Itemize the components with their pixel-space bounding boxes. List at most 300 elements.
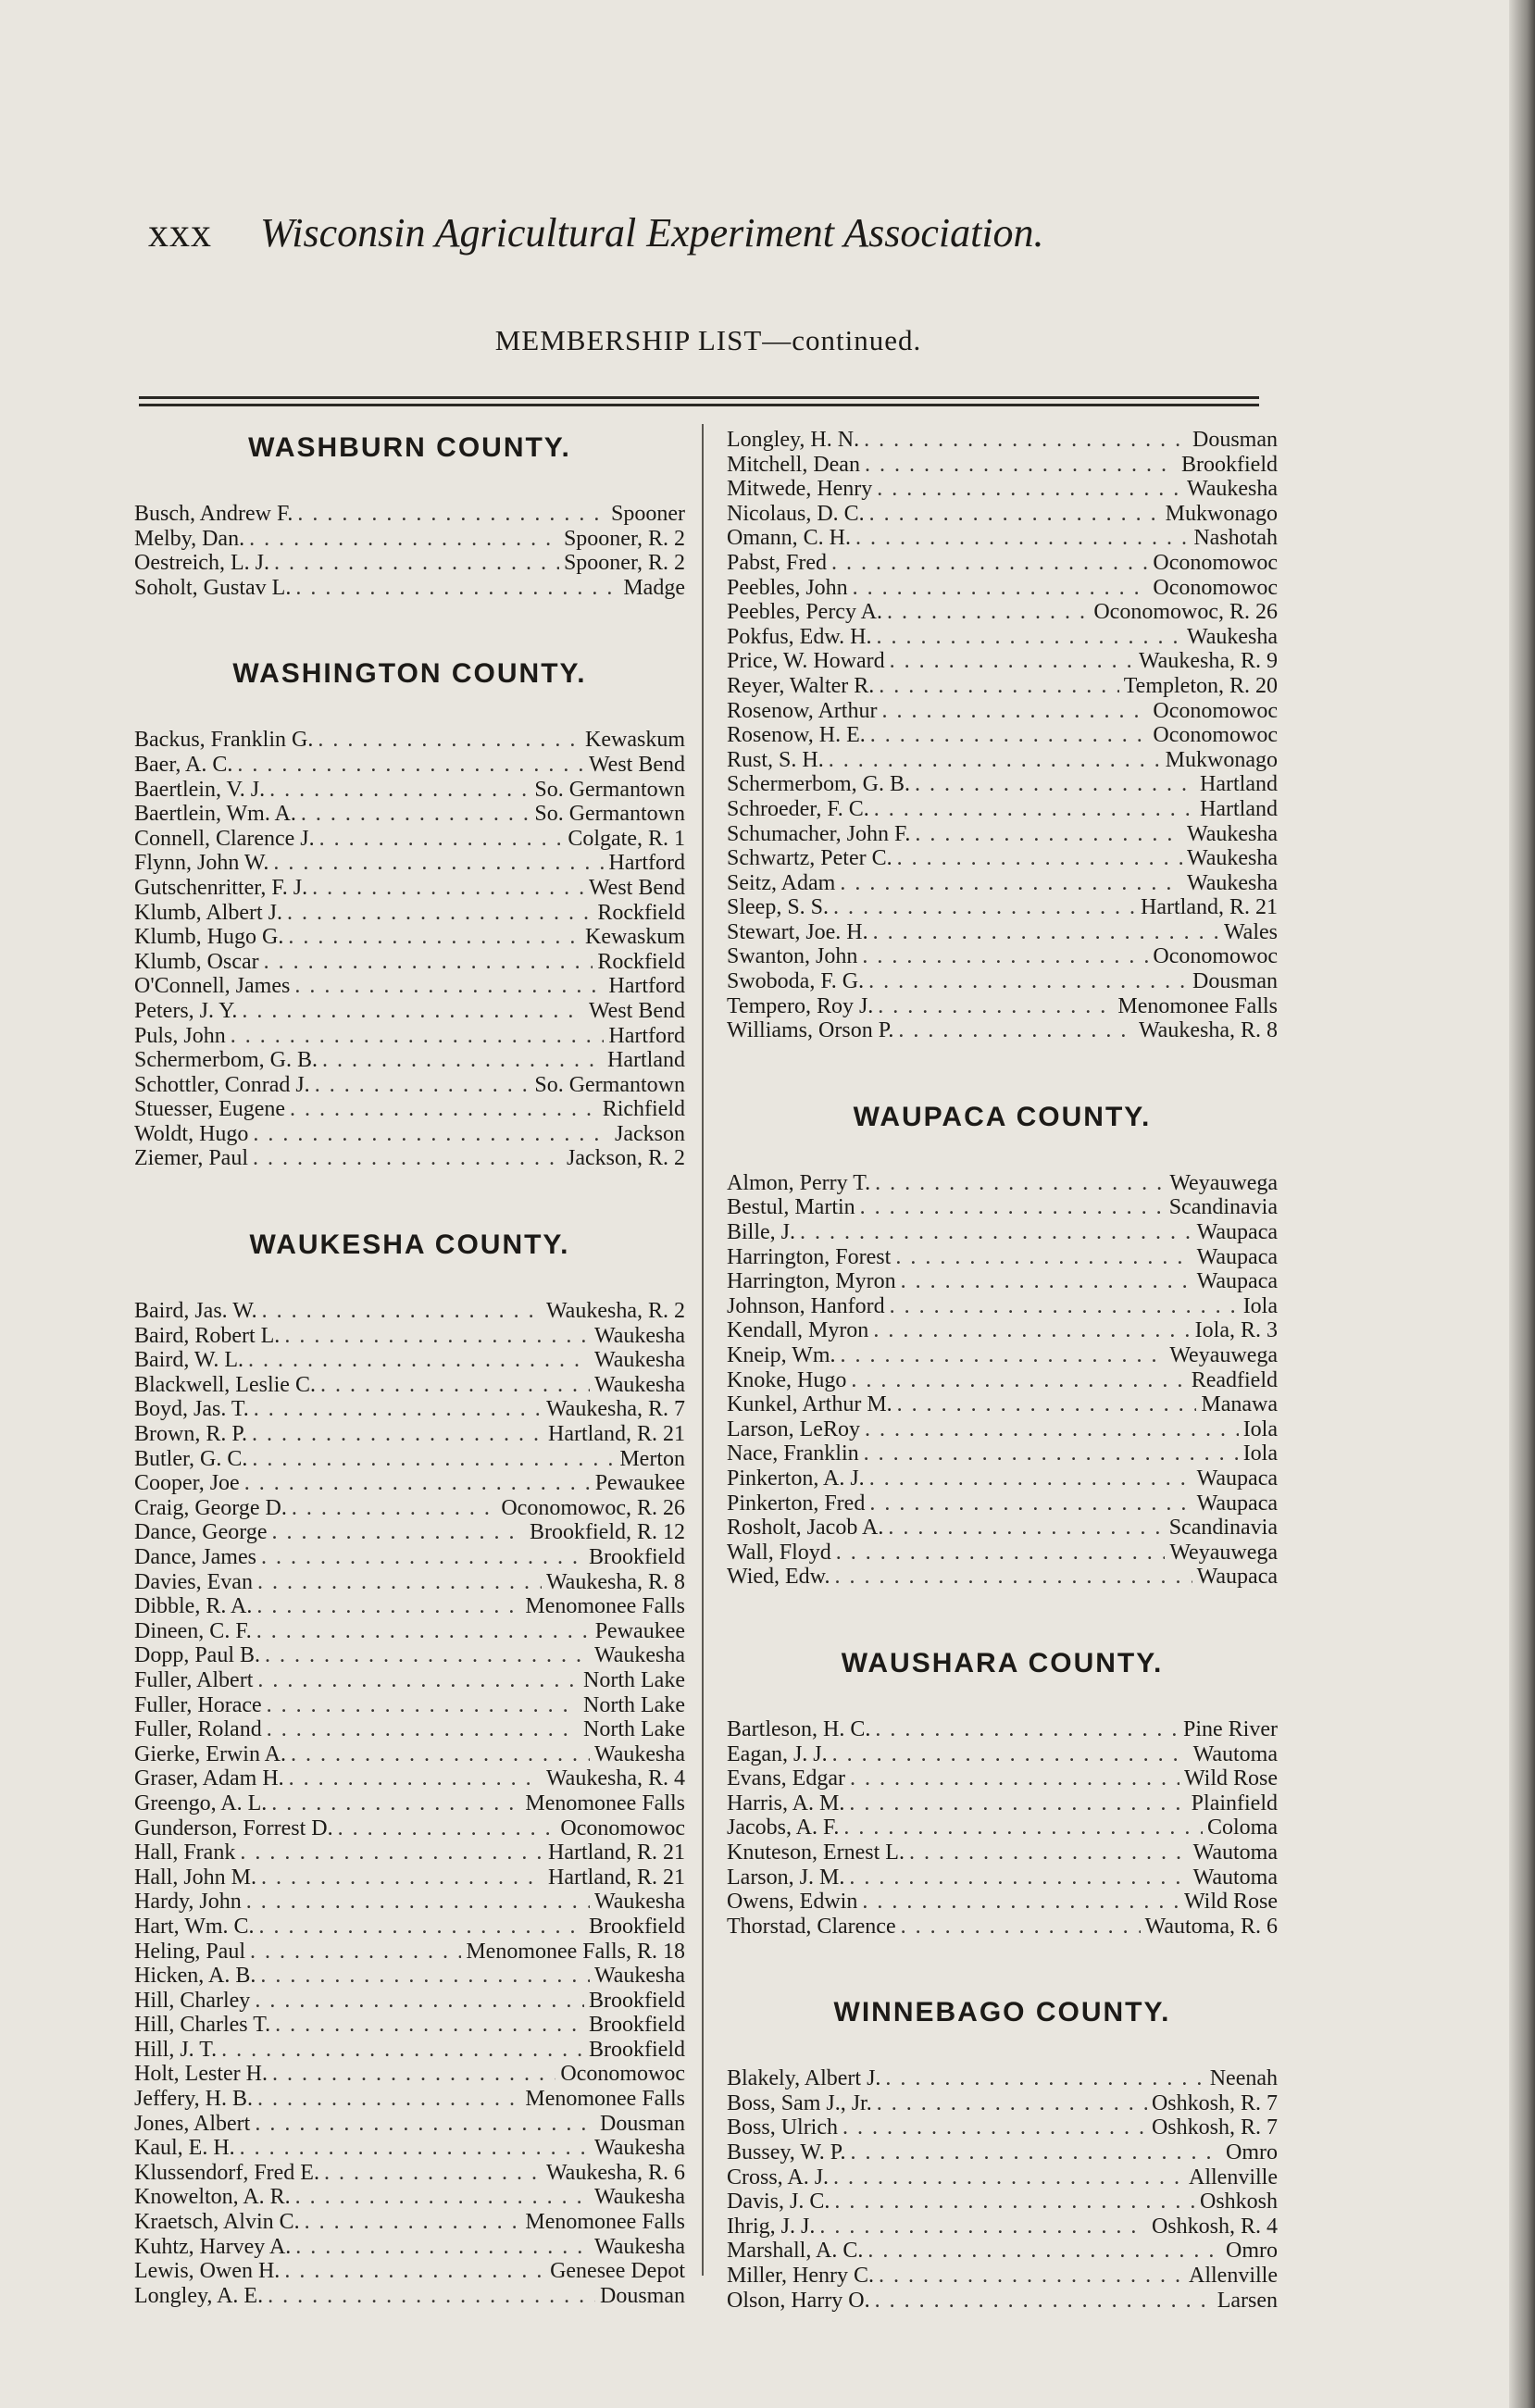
member-entry (134, 2013, 685, 2038)
member-place: Spooner, R. 2 (563, 551, 685, 576)
member-entry (727, 600, 1278, 625)
member-place: Brookfield (589, 1914, 685, 1939)
member-place: Omro (1226, 2140, 1278, 2165)
member-place: Oshkosh, R. 7 (1151, 2090, 1278, 2115)
member-name: Hill, J. T. (134, 2037, 218, 2062)
dot-leader (256, 1594, 520, 1619)
member-place: Nashotah (1193, 526, 1278, 551)
member-name: Cross, A. J. (727, 2165, 830, 2190)
dot-leader (869, 1491, 1192, 1516)
member-name: Stewart, Joe. H. (727, 919, 868, 944)
member-entry (727, 1343, 1278, 1368)
member-entry (134, 827, 685, 852)
member-list (727, 428, 1278, 1043)
dot-leader (338, 1816, 556, 1841)
member-place: Jackson, R. 2 (567, 1146, 685, 1171)
member-name: Olson, Harry O. (727, 2288, 870, 2313)
member-place: Waukesha (1186, 846, 1278, 871)
member-place: Hartford (608, 851, 685, 876)
member-place: Iola (1242, 1416, 1278, 1441)
member-name: Soholt, Gustav L. (134, 575, 292, 600)
running-title: Wisconsin Agricultural Experiment Association. (260, 210, 1044, 256)
member-entry (134, 778, 685, 803)
member-entry (727, 1890, 1278, 1915)
member-place: Weyauwega (1169, 1343, 1278, 1367)
dot-leader (271, 1520, 525, 1545)
member-place: Waupaca (1196, 1269, 1278, 1294)
member-place: Rockfield (597, 949, 685, 974)
member-entry (727, 1766, 1278, 1791)
member-name: Nicolaus, D. C. (727, 501, 865, 526)
dot-leader (888, 1516, 1164, 1541)
member-entry (727, 1541, 1278, 1566)
member-entry (727, 649, 1278, 674)
dot-leader (849, 1791, 1186, 1816)
member-name: Fuller, Roland (134, 1717, 262, 1742)
member-entry (134, 2087, 685, 2112)
member-name: Hart, Wm. C. (134, 1914, 255, 1939)
member-name: Nace, Franklin (727, 1441, 859, 1466)
member-entry (727, 2091, 1278, 2116)
member-name: Schermerbom, G. B. (134, 1048, 318, 1073)
county-heading: WASHINGTON COUNTY. (232, 658, 587, 690)
member-entry (727, 1742, 1278, 1767)
member-name: Hall, Frank (134, 1840, 236, 1865)
member-entry (727, 1865, 1278, 1890)
dot-leader (895, 1245, 1192, 1270)
member-entry (727, 748, 1278, 773)
member-name: Mitwede, Henry (727, 477, 873, 502)
member-name: Pinkerton, Fred (727, 1491, 866, 1516)
member-name: O'Connell, James (134, 974, 291, 999)
member-entry (134, 1693, 685, 1718)
member-place: Oconomowoc (1153, 723, 1278, 748)
member-place: Hartford (608, 1023, 685, 1048)
member-place: Wautoma (1192, 1741, 1278, 1766)
dot-leader (875, 1717, 1179, 1742)
member-name: Pokfus, Edw. H. (727, 624, 872, 649)
member-entry (727, 2239, 1278, 2264)
member-entry (134, 1643, 685, 1668)
member-name: Busch, Andrew F. (134, 502, 293, 526)
member-entry (134, 1520, 685, 1545)
dot-leader (237, 753, 584, 778)
dot-leader (834, 2190, 1195, 2215)
member-place: Scandinavia (1168, 1516, 1278, 1541)
member-place: Mukwonago (1165, 747, 1278, 772)
member-entry (727, 1018, 1278, 1043)
member-place: Wales (1223, 919, 1278, 944)
member-place: Oconomowoc (1153, 550, 1278, 575)
member-place: Waukesha, R. 8 (545, 1569, 685, 1594)
member-place: Waupaca (1196, 1491, 1278, 1516)
member-entry (134, 1073, 685, 1098)
dot-leader (289, 1766, 542, 1791)
dot-leader (254, 1397, 542, 1422)
member-name: Kunkel, Arthur M. (727, 1392, 892, 1417)
member-name: Hall, John M. (134, 1865, 256, 1890)
dot-leader (879, 2264, 1184, 2289)
dot-leader (887, 600, 1089, 625)
dot-leader (901, 1915, 1141, 1940)
member-entry (727, 1318, 1278, 1343)
member-list (134, 1299, 685, 2308)
member-name: Larson, J. M. (727, 1865, 845, 1890)
member-entry (727, 1195, 1278, 1220)
member-name: Kraetsch, Alvin C. (134, 2210, 300, 2235)
dot-leader (252, 1447, 615, 1472)
member-name: Graser, Adam H. (134, 1766, 284, 1791)
member-entry (134, 2161, 685, 2186)
member-place: Waukesha (593, 1643, 685, 1668)
member-entry (727, 822, 1278, 847)
member-name: Peebles, Percy A. (727, 600, 882, 625)
member-name: Omann, C. H. (727, 526, 851, 551)
member-name: Kuhtz, Harvey A. (134, 2234, 292, 2259)
dot-leader (877, 2091, 1147, 2116)
dot-leader (248, 1348, 590, 1373)
dot-leader (231, 1024, 605, 1049)
dot-leader (271, 1791, 520, 1816)
member-place: Mukwonago (1165, 501, 1278, 526)
member-name: Jacobs, A. F. (727, 1815, 840, 1840)
member-name: Fuller, Albert (134, 1667, 254, 1692)
member-place: West Bend (588, 875, 685, 900)
member-name: Gunderson, Forrest D. (134, 1815, 333, 1840)
member-place: Brookfield (589, 1988, 685, 2013)
member-entry (134, 1766, 685, 1791)
member-entry (134, 527, 685, 552)
member-entry (134, 1940, 685, 1965)
member-place: Manawa (1201, 1392, 1278, 1417)
member-place: Richfield (602, 1097, 685, 1122)
member-name: Bestul, Martin (727, 1195, 855, 1220)
member-entry (134, 1594, 685, 1619)
member-entry (134, 1373, 685, 1398)
member-place: Hartland, R. 21 (548, 1865, 685, 1890)
member-entry (134, 1422, 685, 1447)
member-name: Flynn, John W. (134, 851, 269, 876)
dot-leader (319, 827, 564, 852)
member-name: Longley, H. N. (727, 428, 860, 452)
member-name: Schroeder, F. C. (727, 796, 869, 821)
member-place: Genesee Depot (550, 2259, 685, 2284)
member-place: Waukesha (593, 1348, 685, 1373)
member-name: Knuteson, Ernest L. (727, 1840, 905, 1865)
member-name: Williams, Orson P. (727, 1018, 894, 1043)
dot-leader (242, 999, 584, 1024)
dot-leader (867, 2239, 1221, 2264)
member-name: Oestreich, L. J. (134, 551, 269, 576)
dot-leader (868, 969, 1188, 994)
dot-leader (873, 920, 1219, 945)
member-place: Readfield (1191, 1367, 1278, 1392)
member-entry (727, 2066, 1278, 2091)
member-name: Blackwell, Leslie C. (134, 1372, 316, 1397)
member-entry (134, 1989, 685, 2014)
member-place: Menomonee Falls (525, 1594, 685, 1619)
member-name: Kneip, Wm. (727, 1343, 836, 1367)
dot-leader (819, 2215, 1147, 2240)
member-name: Baertlein, Wm. A. (134, 802, 296, 827)
member-entry (134, 1890, 685, 1915)
dot-leader (250, 1940, 461, 1965)
dot-leader (246, 1890, 590, 1915)
member-entry (727, 969, 1278, 994)
member-entry (727, 895, 1278, 920)
member-entry (727, 1840, 1278, 1865)
member-name: Seitz, Adam (727, 870, 836, 895)
member-entry (134, 2062, 685, 2087)
member-name: Schumacher, John F. (727, 821, 911, 846)
member-entry (727, 1915, 1278, 1940)
dot-leader (864, 1441, 1239, 1466)
member-entry (727, 1441, 1278, 1466)
member-place: North Lake (583, 1692, 685, 1717)
member-place: Waupaca (1196, 1565, 1278, 1590)
member-entry (727, 674, 1278, 699)
dot-leader (305, 2210, 521, 2235)
dot-leader (312, 876, 584, 901)
dot-leader (297, 502, 606, 527)
dot-leader (897, 846, 1182, 871)
member-entry (727, 920, 1278, 945)
dot-leader (273, 851, 604, 876)
member-name: Fuller, Horace (134, 1692, 262, 1717)
dot-leader (832, 1742, 1189, 1767)
member-entry (134, 1024, 685, 1049)
dot-leader (831, 551, 1148, 576)
member-place: Menomonee Falls (525, 1790, 685, 1815)
member-place: Scandinavia (1168, 1195, 1278, 1220)
member-entry (134, 1816, 685, 1841)
member-entry (727, 1815, 1278, 1840)
dot-leader (255, 1989, 584, 2014)
member-name: Bartleson, H. C. (727, 1716, 871, 1741)
member-name: Evans, Edgar (727, 1766, 845, 1791)
dot-leader (851, 1368, 1186, 1393)
member-place: Waukesha (593, 1323, 685, 1348)
page-number: xxx (148, 210, 212, 256)
member-entry (134, 728, 685, 753)
member-name: Klussendorf, Fred E. (134, 2160, 319, 2185)
dot-leader (850, 2140, 1221, 2165)
member-place: Hartland, R. 21 (1141, 895, 1278, 920)
member-place: Menomonee Falls (525, 2087, 685, 2112)
member-entry (727, 1171, 1278, 1196)
member-name: Hicken, A. B. (134, 1964, 256, 1989)
member-list (727, 1171, 1278, 1590)
member-place: Oshkosh (1199, 2190, 1278, 2215)
member-name: Melby, Dan. (134, 526, 245, 551)
member-entry (134, 576, 685, 601)
member-entry (727, 846, 1278, 871)
member-entry (727, 994, 1278, 1019)
member-name: Hardy, John (134, 1890, 242, 1915)
member-name: Dance, James (134, 1545, 256, 1569)
member-entry (134, 1619, 685, 1644)
member-entry (727, 944, 1278, 969)
member-place: Iola (1242, 1293, 1278, 1318)
member-place: Brookfield (589, 1545, 685, 1569)
member-name: Rosholt, Jacob A. (727, 1516, 884, 1541)
member-name: Dineen, C. F. (134, 1618, 252, 1643)
member-name: Harris, A. M. (727, 1790, 845, 1815)
county-heading: WAUKESHA COUNTY. (249, 1229, 570, 1261)
member-place: Brookfield (589, 2037, 685, 2062)
member-name: Eagan, J. J. (727, 1741, 828, 1766)
member-name: Gierke, Erwin A. (134, 1741, 286, 1766)
dot-leader (252, 1422, 543, 1447)
member-place: Kewaskum (585, 728, 685, 753)
dot-leader (881, 699, 1148, 724)
member-place: Oconomowoc (1153, 575, 1278, 600)
left-column (134, 428, 685, 2362)
member-entry (134, 1097, 685, 1122)
member-name: Knoke, Hugo (727, 1367, 847, 1392)
member-place: Waukesha (593, 1741, 685, 1766)
member-name: Davis, J. C. (727, 2190, 830, 2215)
member-place: Oshkosh, R. 4 (1151, 2214, 1278, 2239)
member-name: Marshall, A. C. (727, 2239, 864, 2264)
member-name: Schermerbom, G. B. (727, 772, 910, 797)
dot-leader (909, 1840, 1189, 1865)
member-entry (134, 1717, 685, 1742)
right-column (727, 428, 1278, 2366)
member-name: Boss, Ulrich (727, 2115, 838, 2140)
section-subtitle: MEMBERSHIP LIST—continued. (494, 324, 922, 356)
member-name: Johnson, Hanford (727, 1293, 885, 1318)
member-entry (727, 797, 1278, 822)
member-name: Hill, Charles T. (134, 2013, 271, 2038)
dot-leader (898, 1018, 1134, 1043)
member-name: Puls, John (134, 1023, 226, 1048)
member-entry (134, 1447, 685, 1472)
dot-leader (315, 1073, 530, 1098)
member-place: Waukesha (1186, 821, 1278, 846)
member-name: Bussey, W. P. (727, 2140, 846, 2165)
dot-leader (875, 2289, 1213, 2314)
member-name: Klumb, Hugo G. (134, 925, 284, 950)
member-name: Reyer, Walter R. (727, 673, 875, 698)
member-entry (727, 2215, 1278, 2240)
member-place: Larsen (1217, 2288, 1278, 2313)
member-name: Rust, S. H. (727, 747, 824, 772)
member-place: Jackson (615, 1121, 685, 1146)
member-entry (134, 1742, 685, 1767)
member-entry (727, 1491, 1278, 1516)
member-place: Waupaca (1196, 1466, 1278, 1491)
member-name: Thorstad, Clarence (727, 1914, 896, 1939)
member-name: Wied, Edw. (727, 1565, 830, 1590)
member-entry (134, 753, 685, 778)
member-place: Templeton, R. 20 (1123, 673, 1278, 698)
member-place: Waukesha (593, 1964, 685, 1989)
member-entry (134, 2038, 685, 2063)
dot-leader (850, 1766, 1179, 1791)
member-name: Heling, Paul (134, 1939, 245, 1964)
member-place: Waukesha, R. 2 (545, 1299, 685, 1324)
column-divider (702, 424, 704, 2276)
member-place: Waukesha (1186, 477, 1278, 502)
dot-leader (267, 1693, 579, 1718)
member-place: Omro (1226, 2239, 1278, 2264)
member-place: Dousman (600, 2111, 685, 2136)
member-place: Hartland (1200, 796, 1278, 821)
member-entry (727, 1294, 1278, 1319)
member-entry (727, 1392, 1278, 1417)
member-name: Owens, Edwin (727, 1890, 858, 1915)
member-place: So. Germantown (534, 802, 685, 827)
member-entry (727, 1791, 1278, 1816)
member-entry (134, 1964, 685, 1989)
member-name: Mitchell, Dean (727, 452, 860, 477)
member-place: Wautoma (1192, 1865, 1278, 1890)
member-name: Sleep, S. S. (727, 895, 830, 920)
member-entry (727, 1245, 1278, 1270)
member-place: Hartland, R. 21 (548, 1422, 685, 1447)
member-entry (727, 1516, 1278, 1541)
member-place: Waukesha (1186, 870, 1278, 895)
member-name: Jones, Albert (134, 2111, 251, 2136)
member-entry (134, 502, 685, 527)
member-name: Lewis, Owen H. (134, 2259, 281, 2284)
dot-leader (865, 1417, 1239, 1442)
dot-leader (324, 2161, 542, 2186)
dot-leader (275, 2013, 584, 2038)
member-place: Neenah (1209, 2066, 1278, 2091)
dot-leader (257, 1570, 542, 1595)
header-rule-bottom (139, 404, 1259, 406)
dot-leader (249, 527, 559, 552)
member-entry (727, 502, 1278, 527)
member-entry (134, 1048, 685, 1073)
member-name: Swoboda, F. G. (727, 969, 865, 994)
member-entry (134, 1324, 685, 1349)
member-name: Almon, Perry T. (727, 1170, 871, 1195)
dot-leader (885, 2066, 1204, 2091)
dot-leader (257, 1668, 579, 1693)
member-place: Plainfield (1191, 1790, 1278, 1815)
member-entry (134, 1865, 685, 1890)
header-rule-top (139, 396, 1259, 399)
member-entry (727, 1466, 1278, 1491)
member-name: Schottler, Conrad J. (134, 1072, 310, 1097)
member-name: Connell, Clarence J. (134, 826, 315, 851)
dot-leader (295, 2185, 590, 2210)
member-entry (134, 1915, 685, 1940)
member-place: Oconomowoc, R. 26 (1093, 600, 1278, 625)
dot-leader (865, 453, 1177, 478)
member-place: Spooner, R. 2 (563, 526, 685, 551)
member-place: Oconomowoc (1153, 698, 1278, 723)
member-entry (134, 999, 685, 1024)
member-name: Wall, Floyd (727, 1540, 831, 1565)
county-heading: WAUSHARA COUNTY. (841, 1647, 1164, 1678)
member-name: Holt, Lester H. (134, 2062, 268, 2087)
member-entry (727, 1269, 1278, 1294)
dot-leader (873, 1318, 1190, 1343)
member-place: Oshkosh, R. 7 (1151, 2115, 1278, 2140)
dot-leader (869, 1466, 1192, 1491)
member-name: Brown, R. P. (134, 1422, 248, 1447)
member-name: Baird, Jas. W. (134, 1299, 257, 1324)
dot-leader (915, 772, 1195, 797)
dot-leader (290, 1097, 598, 1122)
member-entry (134, 1545, 685, 1570)
dot-leader (221, 2038, 584, 2063)
member-place: Wild Rose (1183, 1890, 1278, 1915)
